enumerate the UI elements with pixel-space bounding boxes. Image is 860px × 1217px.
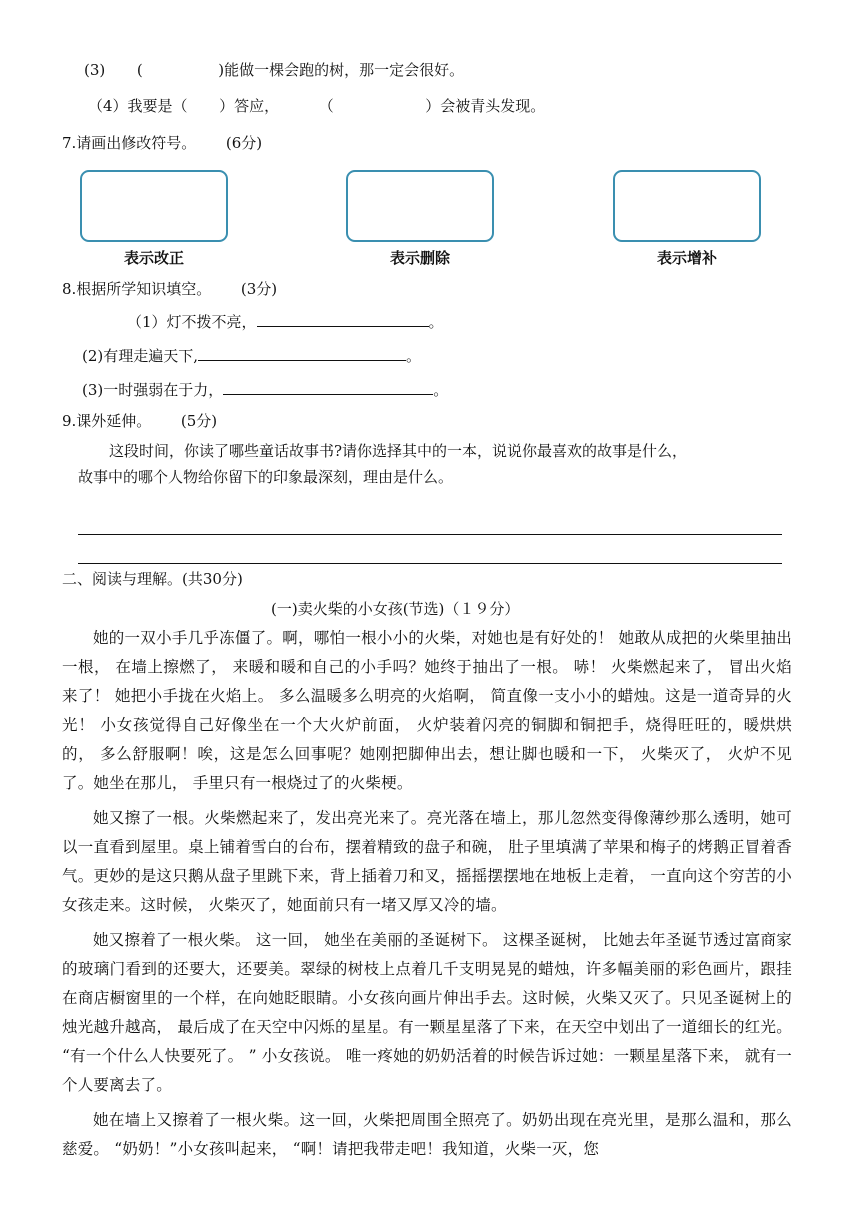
q8-item2-period: 。 xyxy=(406,347,422,365)
q8-item3 xyxy=(82,379,448,400)
q8-item1-period: 。 xyxy=(428,313,444,331)
q8-item2-text: (2)有理走遍天下, xyxy=(82,347,199,365)
q8-item3-answer-blank[interactable] xyxy=(223,379,433,395)
q6-item3 xyxy=(84,60,464,80)
revision-mark-box-delete[interactable] xyxy=(346,170,494,242)
revision-mark-box-correct[interactable] xyxy=(80,170,228,242)
label-correct: 表示改正 xyxy=(123,249,184,267)
passage-title: (一)卖火柴的小女孩(节选)（１９分） xyxy=(271,600,520,618)
q9-answer-line-2[interactable] xyxy=(78,563,782,564)
q6-item4-mid: ）答应， xyxy=(219,97,280,115)
q9-prompt-line1: 这段时间，你读了哪些童话故事书?请你选择其中的一本，说说你最喜欢的故事是什么， xyxy=(109,442,688,460)
q9-prompt-line2: 故事中的哪个人物给你留下的印象最深刻，理由是什么。 xyxy=(78,468,454,486)
q6-item4-open-paren: （ xyxy=(318,97,334,115)
passage-body xyxy=(62,624,792,1164)
q8-item1-answer-blank[interactable] xyxy=(257,311,429,327)
q7-score: (6分) xyxy=(225,134,263,152)
q8-title: 8.根据所学知识填空。 xyxy=(62,280,212,298)
section2-title: 二、阅读与理解。(共30分) xyxy=(62,570,243,588)
q9-heading xyxy=(62,411,217,431)
q6-item4-prefix: （4）我要是（ xyxy=(88,97,188,115)
label-delete: 表示删除 xyxy=(389,249,450,267)
q8-score: (3分) xyxy=(240,280,278,298)
revision-mark-box-insert[interactable] xyxy=(613,170,761,242)
q6-item3-number: (3) xyxy=(84,61,106,79)
q7-heading xyxy=(62,133,262,153)
q8-item2 xyxy=(82,345,421,366)
q8-item1-text: （1）灯不拨不亮， xyxy=(127,313,257,331)
q9-title: 9.课外延伸。 xyxy=(62,412,152,430)
passage-paragraph-4: 她在墙上又擦着了一根火柴。这一回，火柴把周围全照亮了。奶奶出现在亮光里，是那么温和，那么慈爱。 “奶奶！”小女孩叫起来， “啊！请把我带走吧！我知道，火柴一灭，您 xyxy=(62,1111,792,1158)
label-insert: 表示增补 xyxy=(656,249,717,267)
q6-item4 xyxy=(88,96,545,116)
q8-item2-answer-blank[interactable] xyxy=(198,345,406,361)
q6-item3-text: )能做一棵会跑的树，那一定会很好。 xyxy=(218,61,465,79)
q6-item4-text: ）会被青头发现。 xyxy=(425,97,546,115)
passage-paragraph-1: 她的一双小手几乎冻僵了。啊，哪怕一根小小的火柴，对她也是有好处的！ 她敢从成把的火柴里抽出一根， 在墙上擦燃了， 来暖和暖和自己的小手吗？她终于抽出了一根。 哧！ 火柴燃起来了， 冒出火焰来了！ 她把小手拢在火焰上。 多么温暖多么明亮的火焰啊， 简直像一支小小的蜡烛。这是一道奇异的火光！ 小女孩觉得自己好像坐在一个大火炉前面， 火炉装着闪亮的铜脚和铜把手，烧得旺旺的，暖烘烘的， 多么舒服啊！唉，这是怎么回事呢？她刚把脚伸出去，想让脚也暖和一下， 火柴灭了， 火炉不见了。她坐在那儿， 手里只有一根烧过了的火柴梗。 xyxy=(62,629,792,792)
q9-answer-line-1[interactable] xyxy=(78,534,782,535)
q8-item3-text: (3)一时强弱在于力， xyxy=(82,381,224,399)
q7-title: 7.请画出修改符号。 xyxy=(62,134,197,152)
q9-score: (5分) xyxy=(180,412,218,430)
q8-item3-period: 。 xyxy=(433,381,449,399)
q6-item3-open-paren: ( xyxy=(136,61,143,79)
passage-paragraph-2: 她又擦了一根。火柴燃起来了，发出亮光来了。亮光落在墙上，那儿忽然变得像薄纱那么透明，她可以一直看到屋里。桌上铺着雪白的台布，摆着精致的盘子和碗， 肚子里填满了苹果和梅子的烤鹅正冒着香气。更妙的是这只鹅从盘子里跳下来，背上插着刀和叉，摇摇摆摆地在地板上走着， 一直向这个穷苦的小女孩走来。这时候， 火柴灭了，她面前只有一堵又厚又冷的墙。 xyxy=(62,809,792,914)
passage-paragraph-3: 她又擦着了一根火柴。 这一回， 她坐在美丽的圣诞树下。 这棵圣诞树， 比她去年圣诞节透过富商家的玻璃门看到的还要大，还要美。翠绿的树枝上点着几千支明晃晃的蜡烛，许多幅美丽的彩色画片，跟挂在商店橱窗里的一个样，在向她眨眼睛。小女孩向画片伸出手去。这时候，火柴又灭了。只见圣诞树上的烛光越升越高， 最后成了在天空中闪烁的星星。有一颗星星落了下来，在天空中划出了一道细长的红光。 “有一个什么人快要死了。 ” 小女孩说。 唯一疼她的奶奶活着的时候告诉过她：一颗星星落下来， 就有一个人要离去了。 xyxy=(62,931,792,1094)
q8-heading xyxy=(62,279,277,299)
q8-item1 xyxy=(127,311,444,332)
